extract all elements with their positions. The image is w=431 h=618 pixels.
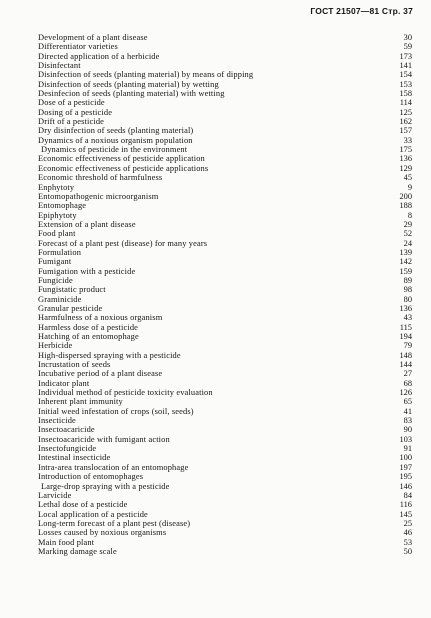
entry-term: Larvicide xyxy=(38,490,72,500)
entry-number: 145 xyxy=(399,509,412,519)
index-entry xyxy=(38,89,412,98)
entry-term: Drift of a pesticide xyxy=(38,117,105,127)
entry-term: Intra-area translocation of an entomophage xyxy=(38,462,189,472)
entry-number: 79 xyxy=(403,341,412,351)
entry-number: 83 xyxy=(403,416,412,426)
entry-term: Insectofungicide xyxy=(38,444,97,454)
entry-term: High-dispersed spraying with a pesticide xyxy=(38,350,181,360)
entry-term: Differentiator varieties xyxy=(38,42,118,52)
index-entry xyxy=(38,239,412,248)
index-entry xyxy=(38,295,412,304)
entry-number: 65 xyxy=(403,397,412,407)
entry-term: Economic effectiveness of pesticide application xyxy=(38,154,205,164)
entry-number: 115 xyxy=(399,322,412,332)
entry-term: Incrustation of seeds xyxy=(38,360,111,370)
index-entry xyxy=(38,304,412,313)
entry-number: 30 xyxy=(403,33,412,42)
index-entry xyxy=(38,463,412,472)
index-entry xyxy=(38,528,412,537)
entry-number: 91 xyxy=(403,444,412,454)
entry-number: 33 xyxy=(403,135,412,145)
index-entry xyxy=(38,435,412,444)
entry-term: Fungistatic product xyxy=(38,285,106,295)
entry-term: Economic threshold of harmfulness xyxy=(38,173,163,183)
entry-number: 188 xyxy=(399,201,412,211)
index-entry xyxy=(38,547,412,556)
entry-term: Harmless dose of a pesticide xyxy=(38,322,139,332)
entry-term: Individual method of pesticide toxicity evaluation xyxy=(38,388,213,398)
entry-number: 129 xyxy=(399,163,412,173)
entry-term: Long-term forecast of a plant pest (disease) xyxy=(38,518,191,528)
entry-number: 162 xyxy=(399,117,412,127)
entry-number: 45 xyxy=(403,173,412,183)
index-entry xyxy=(38,229,412,238)
index-entry xyxy=(38,416,412,425)
index-entry xyxy=(38,248,412,257)
entry-term: Large-drop spraying with a pesticide xyxy=(41,481,170,491)
index-entry xyxy=(38,510,412,519)
index-entry xyxy=(38,388,412,397)
index-entry xyxy=(38,313,412,322)
entry-term: Indicator plant xyxy=(38,378,90,388)
index-entry xyxy=(38,519,412,528)
entry-number: 24 xyxy=(403,238,412,248)
term-index-list xyxy=(38,33,412,556)
entry-number: 25 xyxy=(403,518,412,528)
entry-term: Incubative period of a plant disease xyxy=(38,369,163,379)
index-entry xyxy=(38,183,412,192)
entry-term: Forecast of a plant pest (disease) for many years xyxy=(38,238,208,248)
entry-number: 136 xyxy=(399,154,412,164)
index-entry xyxy=(38,379,412,388)
entry-term: Herbicide xyxy=(38,341,73,351)
index-entry xyxy=(38,332,412,341)
entry-number: 100 xyxy=(399,453,412,463)
entry-term: Marking damage scale xyxy=(38,546,117,556)
entry-term: Entomophage xyxy=(38,201,87,211)
entry-number: 90 xyxy=(403,425,412,435)
index-entry xyxy=(38,136,412,145)
index-entry xyxy=(38,117,412,126)
entry-term: Fungicide xyxy=(38,275,73,285)
entry-number: 175 xyxy=(399,145,412,155)
entry-number: 8 xyxy=(407,210,412,220)
entry-term: Economic effectiveness of pesticide applications xyxy=(38,163,209,173)
entry-number: 194 xyxy=(399,332,412,341)
entry-number: 84 xyxy=(403,490,412,500)
index-entry xyxy=(38,108,412,117)
entry-term: Enphytoty xyxy=(38,182,75,192)
entry-number: 116 xyxy=(399,500,412,510)
entry-number: 27 xyxy=(403,369,412,379)
entry-term: Main food plant xyxy=(38,537,95,547)
entry-term: Dose of a pesticide xyxy=(38,98,105,108)
index-entry xyxy=(38,220,412,229)
entry-term: Dynamics of pesticide in the environment xyxy=(41,145,188,155)
index-entry xyxy=(38,444,412,453)
index-entry xyxy=(38,351,412,360)
entry-number: 53 xyxy=(403,537,412,547)
entry-number: 173 xyxy=(399,51,412,61)
entry-number: 139 xyxy=(399,247,412,257)
entry-term: Food plant xyxy=(38,229,76,239)
entry-term: Initial weed infestation of crops (soil, seeds) xyxy=(38,406,194,416)
entry-term: Formulation xyxy=(38,247,82,257)
index-entry xyxy=(38,425,412,434)
index-entry xyxy=(38,70,412,79)
entry-term: Insectoacaricide xyxy=(38,425,95,435)
entry-term: Inherent plant immunity xyxy=(38,397,123,407)
entry-number: 59 xyxy=(403,42,412,52)
index-entry xyxy=(38,360,412,369)
entry-term: Disinfection of seeds (planting material) by wetting xyxy=(38,79,219,89)
standard-number: ГОСТ 21507—81 xyxy=(310,6,380,16)
index-entry xyxy=(38,472,412,481)
entry-term: Extension of a plant disease xyxy=(38,219,136,229)
entry-term: Hatching of an entomophage xyxy=(38,332,139,341)
entry-term: Disinfectant xyxy=(38,61,81,71)
index-entry xyxy=(38,126,412,135)
entry-term: Insectoacaricide with fumigant action xyxy=(38,434,170,444)
index-entry xyxy=(38,276,412,285)
entry-number: 114 xyxy=(399,98,412,108)
entry-number: 29 xyxy=(403,219,412,229)
index-entry xyxy=(38,267,412,276)
entry-term: Lethal dose of a pesticide xyxy=(38,500,128,510)
index-entry xyxy=(38,145,412,154)
entry-term: Desinfecion of seeds (planting material) with wetting xyxy=(38,89,225,99)
entry-number: 89 xyxy=(403,275,412,285)
index-entry xyxy=(38,453,412,462)
entry-number: 46 xyxy=(403,528,412,538)
entry-number: 50 xyxy=(403,546,412,556)
index-entry xyxy=(38,285,412,294)
index-entry xyxy=(38,98,412,107)
entry-term: Introduction of entomophages xyxy=(38,472,144,482)
index-entry xyxy=(38,341,412,350)
entry-term: Dry disinfection of seeds (planting material) xyxy=(38,126,194,136)
entry-number: 146 xyxy=(399,481,412,491)
entry-number: 154 xyxy=(399,70,412,80)
index-entry xyxy=(38,42,412,51)
entry-number: 43 xyxy=(403,313,412,323)
entry-number: 142 xyxy=(399,257,412,267)
index-entry xyxy=(38,538,412,547)
index-entry xyxy=(38,500,412,509)
entry-term: Granular pesticide xyxy=(38,303,103,313)
entry-term: Losses caused by noxious organisms xyxy=(38,528,167,538)
index-entry xyxy=(38,397,412,406)
index-entry xyxy=(38,369,412,378)
entry-term: Dynamics of a noxious organism population xyxy=(38,135,193,145)
entry-term: Graminicide xyxy=(38,294,82,304)
entry-number: 159 xyxy=(399,266,412,276)
entry-term: Fumigant xyxy=(38,257,72,267)
entry-number: 126 xyxy=(399,388,412,398)
entry-number: 80 xyxy=(403,294,412,304)
index-entry xyxy=(38,61,412,70)
entry-number: 153 xyxy=(399,79,412,89)
entry-number: 103 xyxy=(399,434,412,444)
entry-term: Development of a plant disease xyxy=(38,33,148,42)
index-entry xyxy=(38,407,412,416)
entry-term: Harmfulness of a noxious organism xyxy=(38,313,163,323)
entry-number: 148 xyxy=(399,350,412,360)
index-entry xyxy=(38,323,412,332)
entry-term: Entomopathogenic microorganism xyxy=(38,191,159,201)
index-entry xyxy=(38,201,412,210)
entry-term: Intestinal insecticide xyxy=(38,453,111,463)
entry-number: 125 xyxy=(399,107,412,117)
index-entry xyxy=(38,33,412,42)
index-entry xyxy=(38,164,412,173)
entry-number: 41 xyxy=(403,406,412,416)
index-entry xyxy=(38,211,412,220)
entry-term: Dosing of a pesticide xyxy=(38,107,113,117)
entry-number: 136 xyxy=(399,303,412,313)
entry-number: 9 xyxy=(407,182,412,192)
entry-number: 68 xyxy=(403,378,412,388)
entry-number: 144 xyxy=(399,360,412,370)
index-entry xyxy=(38,173,412,182)
index-entry xyxy=(38,257,412,266)
entry-term: Directed application of a herbicide xyxy=(38,51,160,61)
index-entry xyxy=(38,52,412,61)
entry-number: 200 xyxy=(399,191,412,201)
entry-number: 141 xyxy=(399,61,412,71)
index-entry xyxy=(38,192,412,201)
entry-term: Disinfection of seeds (planting material) by means of dipping xyxy=(38,70,254,80)
index-entry xyxy=(38,491,412,500)
index-entry xyxy=(38,154,412,163)
entry-number: 158 xyxy=(399,89,412,99)
index-entry xyxy=(38,80,412,89)
page-header xyxy=(310,6,413,16)
entry-number: 98 xyxy=(403,285,412,295)
entry-term: Insecticide xyxy=(38,416,76,426)
entry-number: 157 xyxy=(399,126,412,136)
entry-term: Epiphytoty xyxy=(38,210,77,220)
entry-number: 52 xyxy=(403,229,412,239)
entry-term: Local application of a pesticide xyxy=(38,509,148,519)
page-number: Стр. 37 xyxy=(381,6,413,16)
entry-number: 197 xyxy=(399,462,412,472)
index-entry xyxy=(38,482,412,491)
entry-term: Fumigation with a pesticide xyxy=(38,266,136,276)
entry-number: 195 xyxy=(399,472,412,482)
